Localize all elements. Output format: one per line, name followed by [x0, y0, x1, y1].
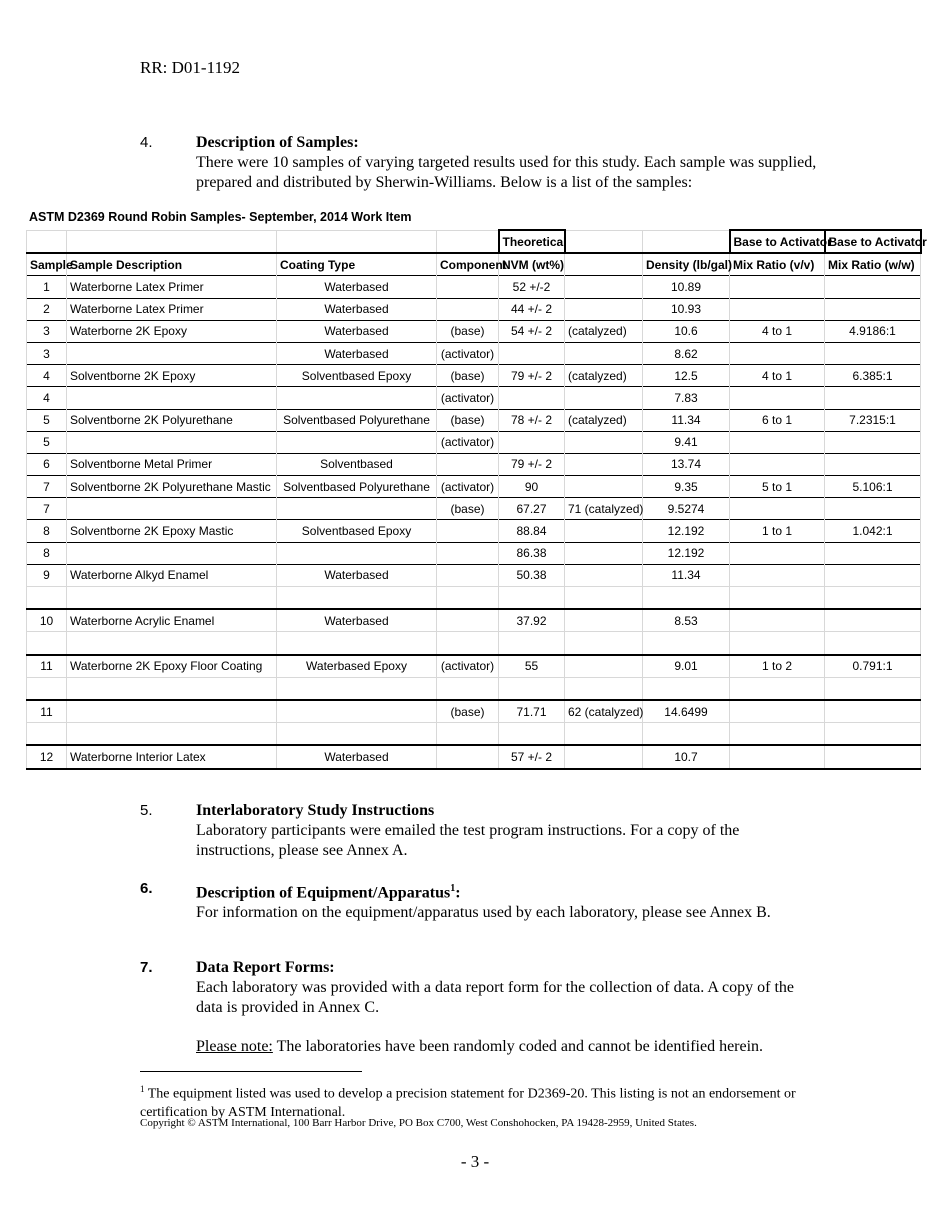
table-cell [27, 677, 67, 700]
table-cell: Solventbased Epoxy [277, 520, 437, 542]
col-header: Sample Description [67, 253, 277, 276]
table-cell [730, 700, 825, 723]
table-cell [437, 298, 499, 320]
table-cell [437, 564, 499, 586]
table-cell [499, 677, 565, 700]
table-cell [825, 677, 921, 700]
table-cell [730, 342, 825, 364]
table-cell [730, 453, 825, 475]
section-7 [140, 958, 820, 1057]
table-cell [437, 723, 499, 746]
table-cell: Solventborne 2K Polyurethane Mastic [67, 476, 277, 498]
table-cell [825, 745, 921, 768]
table-cell: 13.74 [643, 453, 730, 475]
table-cell: Waterbased [277, 320, 437, 342]
table-cell: 4 [27, 365, 67, 387]
table-cell [643, 677, 730, 700]
table-cell: 12.192 [643, 520, 730, 542]
section-7-text: Each laboratory was provided with a data report form for the collection of data. A copy of the data is provided in Annex C. [196, 979, 795, 1016]
table-cell [27, 723, 67, 746]
table-cell [565, 453, 643, 475]
table-cell: 57 +/- 2 [499, 745, 565, 768]
table-cell: 12.5 [643, 365, 730, 387]
table-row [27, 320, 921, 342]
table-cell [499, 723, 565, 746]
section-5 [140, 801, 820, 861]
col-header: NVM (wt%) [499, 253, 565, 276]
table-cell: Waterborne Latex Primer [67, 298, 277, 320]
table-cell [67, 587, 277, 610]
table-cell: 6 to 1 [730, 409, 825, 431]
table-cell: 9.5274 [643, 498, 730, 520]
table-cell [825, 431, 921, 453]
section-6 [140, 879, 820, 923]
table-cell [825, 723, 921, 746]
table-cell [825, 542, 921, 564]
table-cell [565, 342, 643, 364]
table-cell: 86.38 [499, 542, 565, 564]
table-cell: (activator) [437, 476, 499, 498]
table-cell: (activator) [437, 655, 499, 678]
table-cell: 78 +/- 2 [499, 409, 565, 431]
table-cell [565, 745, 643, 768]
table-cell [730, 298, 825, 320]
table-cell [67, 542, 277, 564]
section-5-text: Laboratory participants were emailed the test program instructions. For a copy of the instructions, please see Annex A. [196, 822, 740, 859]
table-row [27, 745, 921, 768]
col-header: Component [437, 253, 499, 276]
table-cell: 54 +/- 2 [499, 320, 565, 342]
table-cell: 4 [27, 387, 67, 409]
table-cell [825, 564, 921, 586]
table-cell [565, 564, 643, 586]
table-row [27, 276, 921, 298]
table-cell: 62 (catalyzed) [565, 700, 643, 723]
table-cell [643, 587, 730, 610]
table-cell [825, 498, 921, 520]
table-cell [437, 632, 499, 655]
table-cell [277, 587, 437, 610]
table-cell [825, 387, 921, 409]
table-cell: Solventborne 2K Epoxy Mastic [67, 520, 277, 542]
table-cell [277, 431, 437, 453]
page-number: - 3 - [460, 1152, 490, 1171]
table-row [27, 342, 921, 364]
section-6-text: For information on the equipment/apparatus used by each laboratory, please see Annex B. [196, 904, 771, 922]
document-id: RR: D01-1192 [140, 58, 240, 77]
table-cell: 50.38 [499, 564, 565, 586]
table-cell: 7.2315:1 [825, 409, 921, 431]
table-cell: 10.93 [643, 298, 730, 320]
table-cell [730, 387, 825, 409]
table-cell: (catalyzed) [565, 365, 643, 387]
table-cell [825, 276, 921, 298]
table-cell: 5 to 1 [730, 476, 825, 498]
table-row [27, 655, 921, 678]
table-cell [565, 632, 643, 655]
table-cell: Waterborne 2K Epoxy Floor Coating [67, 655, 277, 678]
table-row [27, 498, 921, 520]
table-cell: Waterborne Latex Primer [67, 276, 277, 298]
table-cell: 6.385:1 [825, 365, 921, 387]
section-7-note [196, 1037, 820, 1057]
table-cell: Waterborne Acrylic Enamel [67, 609, 277, 632]
table-cell: 55 [499, 655, 565, 678]
table-cell: 4 to 1 [730, 365, 825, 387]
col-header: Coating Type [277, 253, 437, 276]
table-cell [565, 276, 643, 298]
col-header: Mix Ratio (v/v) [730, 253, 825, 276]
table-cell: 11 [27, 700, 67, 723]
section-4-text: There were 10 samples of varying targeted results used for this study. Each sample was supplied, prepared and distributed by Sherwin-Williams. Below is a list of the samples: [196, 154, 817, 191]
table-cell: 8.62 [643, 342, 730, 364]
copyright: Copyright © ASTM International, 100 Barr Harbor Drive, PO Box C700, West Conshohocken, PA 19428-2959, United States. [140, 1117, 697, 1129]
table-cell [565, 431, 643, 453]
section-6-title [196, 879, 820, 903]
table-cell: Waterborne 2K Epoxy [67, 320, 277, 342]
table-cell: (catalyzed) [565, 320, 643, 342]
table-cell: 7 [27, 498, 67, 520]
table-cell [825, 632, 921, 655]
table-cell [730, 431, 825, 453]
section-7-number: 7. [140, 959, 153, 976]
table-cell: Waterbased Epoxy [277, 655, 437, 678]
section-5-title: Interlaboratory Study Instructions [196, 802, 435, 819]
table-cell: 0.791:1 [825, 655, 921, 678]
table-cell: 8 [27, 542, 67, 564]
table-cell [825, 298, 921, 320]
samples-table [26, 229, 927, 770]
table-cell [565, 387, 643, 409]
table-row [27, 520, 921, 542]
table-cell: Solventborne 2K Polyurethane [67, 409, 277, 431]
table-cell [825, 342, 921, 364]
table-cell [277, 677, 437, 700]
table-cell: 10.89 [643, 276, 730, 298]
table-cell: Solventbased Epoxy [277, 365, 437, 387]
base-to-activator-w-header: Base to Activator [825, 230, 921, 253]
table-cell [67, 677, 277, 700]
table-cell: Solventborne 2K Epoxy [67, 365, 277, 387]
table-cell: Solventbased Polyurethane [277, 409, 437, 431]
table-cell: 4 to 1 [730, 320, 825, 342]
table-cell [437, 609, 499, 632]
table-cell: 79 +/- 2 [499, 365, 565, 387]
table-cell [730, 677, 825, 700]
table-cell: (base) [437, 365, 499, 387]
table-row [27, 587, 921, 610]
table-row [27, 609, 921, 632]
table-cell [277, 632, 437, 655]
table-cell: Waterbased [277, 564, 437, 586]
table-cell [499, 342, 565, 364]
section-6-title-text: Description of Equipment/Apparatus [196, 884, 451, 902]
table-cell: Waterborne Interior Latex [67, 745, 277, 768]
table-cell [67, 700, 277, 723]
section-7-title: Data Report Forms: [196, 959, 335, 976]
table-cell: Waterbased [277, 276, 437, 298]
table-cell [67, 632, 277, 655]
table-cell [67, 431, 277, 453]
table-cell: 8.53 [643, 609, 730, 632]
table-cell: 10 [27, 609, 67, 632]
table-cell: 7 [27, 476, 67, 498]
table-cell [437, 677, 499, 700]
col-header: Density (lb/gal) [643, 253, 730, 276]
table-cell: 3 [27, 320, 67, 342]
table-cell: 9.41 [643, 431, 730, 453]
table-cell: Solventborne Metal Primer [67, 453, 277, 475]
table-cell [825, 587, 921, 610]
table-cell [437, 542, 499, 564]
table-cell [565, 655, 643, 678]
table-row [27, 298, 921, 320]
theoretical-header: Theoretical [499, 230, 565, 253]
table-cell [499, 632, 565, 655]
table-row [27, 542, 921, 564]
table-cell: 67.27 [499, 498, 565, 520]
table-cell: (activator) [437, 342, 499, 364]
table-cell [277, 498, 437, 520]
table-cell: 11 [27, 655, 67, 678]
table-row [27, 632, 921, 655]
table-cell [825, 700, 921, 723]
table-cell [437, 453, 499, 475]
table-cell [565, 520, 643, 542]
table-cell: 88.84 [499, 520, 565, 542]
table-cell [499, 431, 565, 453]
table-cell: 9 [27, 564, 67, 586]
col-header: Mix Ratio (w/w) [825, 253, 921, 276]
table-cell [277, 700, 437, 723]
table-cell [437, 520, 499, 542]
table-row [27, 409, 921, 431]
table-cell [730, 723, 825, 746]
table-cell: (activator) [437, 387, 499, 409]
samples-table-container [26, 205, 927, 770]
table-cell: 9.35 [643, 476, 730, 498]
table-cell: 71 (catalyzed) [565, 498, 643, 520]
table-cell: 52 +/-2 [499, 276, 565, 298]
table-cell: (activator) [437, 431, 499, 453]
table-row [27, 387, 921, 409]
table-cell: Waterbased [277, 745, 437, 768]
table-cell: Waterbased [277, 298, 437, 320]
table-cell: (base) [437, 409, 499, 431]
table-cell [825, 609, 921, 632]
table-cell: 1 to 1 [730, 520, 825, 542]
table-cell [825, 453, 921, 475]
table-cell [730, 276, 825, 298]
samples-table-title: ASTM D2369 Round Robin Samples- September, 2014 Work Item [29, 210, 412, 224]
table-cell: 71.71 [499, 700, 565, 723]
table-header-row [27, 253, 921, 276]
table-cell: 7.83 [643, 387, 730, 409]
table-cell: 11.34 [643, 409, 730, 431]
note-label: Please note: [196, 1038, 273, 1055]
table-cell: (base) [437, 700, 499, 723]
footnote [140, 1080, 820, 1122]
table-cell [27, 587, 67, 610]
table-cell [277, 387, 437, 409]
table-cell [643, 632, 730, 655]
table-cell: 5 [27, 409, 67, 431]
table-cell [730, 632, 825, 655]
table-cell: (base) [437, 498, 499, 520]
table-row [27, 476, 921, 498]
table-row [27, 453, 921, 475]
table-cell [730, 498, 825, 520]
table-cell [67, 342, 277, 364]
table-row [27, 677, 921, 700]
table-cell: 12 [27, 745, 67, 768]
table-cell: 37.92 [499, 609, 565, 632]
table-cell [437, 745, 499, 768]
table-cell [730, 609, 825, 632]
table-cell: 14.6499 [643, 700, 730, 723]
table-cell: Solventbased [277, 453, 437, 475]
table-cell [565, 476, 643, 498]
table-cell [565, 609, 643, 632]
section-6-number: 6. [140, 880, 153, 897]
table-cell [730, 542, 825, 564]
table-cell: 9.01 [643, 655, 730, 678]
table-cell: 12.192 [643, 542, 730, 564]
table-cell [730, 745, 825, 768]
table-cell [67, 498, 277, 520]
section-4 [140, 133, 820, 193]
footnote-text: The equipment listed was used to develop a precision statement for D2369-20. This listing is not an endorsement or certification by ASTM International. [140, 1086, 796, 1120]
table-cell: 1 to 2 [730, 655, 825, 678]
section-6-colon: : [455, 884, 461, 902]
table-row [27, 365, 921, 387]
table-row [27, 723, 921, 746]
table-cell: 11.34 [643, 564, 730, 586]
table-cell: 5 [27, 431, 67, 453]
table-cell [565, 587, 643, 610]
table-cell: Waterbased [277, 609, 437, 632]
table-cell: 8 [27, 520, 67, 542]
table-cell: 3 [27, 342, 67, 364]
table-cell: 2 [27, 298, 67, 320]
table-row [27, 700, 921, 723]
section-5-number: 5. [140, 802, 153, 819]
table-row [27, 564, 921, 586]
table-cell [565, 677, 643, 700]
table-cell: Waterborne Alkyd Enamel [67, 564, 277, 586]
table-cell: (catalyzed) [565, 409, 643, 431]
table-cell [27, 632, 67, 655]
table-cell [499, 387, 565, 409]
col-header [565, 253, 643, 276]
table-cell: 5.106:1 [825, 476, 921, 498]
table-cell: 10.6 [643, 320, 730, 342]
table-cell [437, 276, 499, 298]
table-cell [499, 587, 565, 610]
table-cell [437, 587, 499, 610]
table-cell [730, 587, 825, 610]
base-to-activator-v-header: Base to Activator [730, 230, 825, 253]
table-cell: 44 +/- 2 [499, 298, 565, 320]
table-cell: Waterbased [277, 342, 437, 364]
footnote-marker: 1 [140, 1084, 145, 1094]
table-cell [730, 564, 825, 586]
table-cell: Solventbased Polyurethane [277, 476, 437, 498]
table-cell: 1.042:1 [825, 520, 921, 542]
table-cell [565, 298, 643, 320]
table-cell [67, 723, 277, 746]
note-text: The laboratories have been randomly coded and cannot be identified herein. [272, 1038, 764, 1055]
table-cell: 6 [27, 453, 67, 475]
section-4-number: 4. [140, 134, 153, 151]
table-cell [67, 387, 277, 409]
table-cell: 79 +/- 2 [499, 453, 565, 475]
table-cell [277, 542, 437, 564]
section-4-title: Description of Samples: [196, 134, 359, 151]
col-header: Sample [27, 253, 67, 276]
table-cell: 4.9186:1 [825, 320, 921, 342]
table-cell: (base) [437, 320, 499, 342]
footnote-ref: 1 [450, 883, 456, 894]
table-cell [565, 723, 643, 746]
table-cell: 1 [27, 276, 67, 298]
table-row [27, 431, 921, 453]
table-super-header-row [27, 230, 921, 253]
table-cell: 90 [499, 476, 565, 498]
table-cell [643, 723, 730, 746]
table-cell: 10.7 [643, 745, 730, 768]
footnote-separator [140, 1071, 362, 1072]
table-cell [565, 542, 643, 564]
table-cell [277, 723, 437, 746]
